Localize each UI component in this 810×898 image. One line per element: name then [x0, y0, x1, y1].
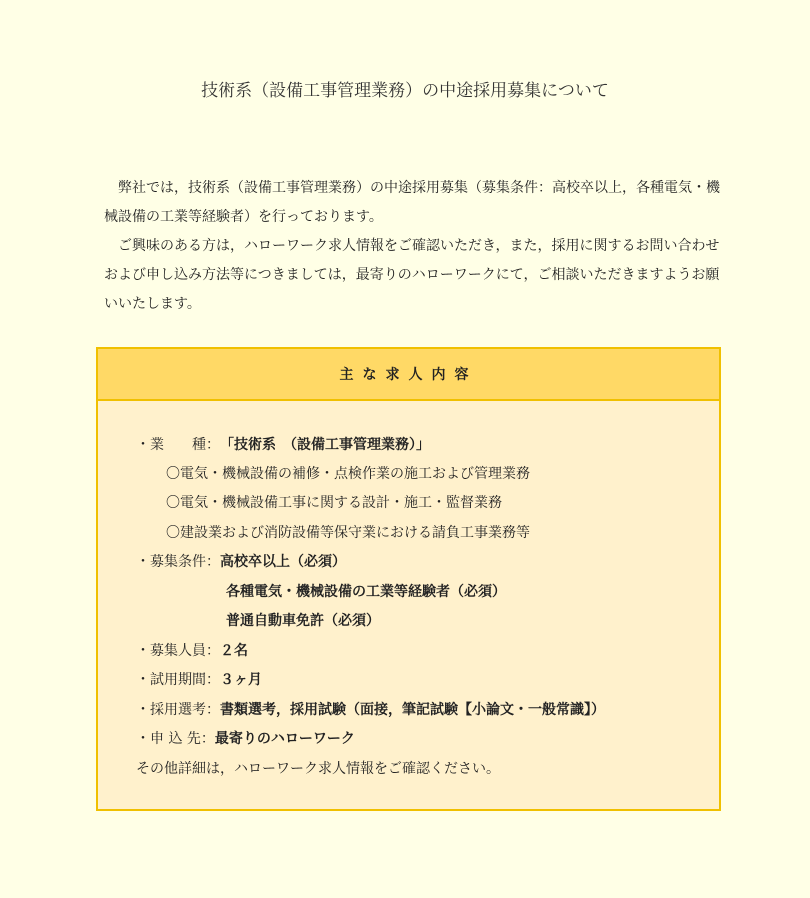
intro-paragraph-1: 弊社では，技術系（設備工事管理業務）の中途採用募集（募集条件：高校卒以上，各種電気・機械設備の工業等経験者）を行っております。: [104, 180, 720, 225]
selection-row: [136, 700, 605, 720]
selection-label: ・採用選考：: [136, 702, 220, 718]
apply-to-label: ・申 込 先：: [136, 731, 215, 747]
page-title: 技術系（設備工事管理業務）の中途採用募集について: [201, 81, 609, 101]
headcount-row: [136, 641, 248, 661]
requirements-label: ・募集条件：: [136, 554, 220, 570]
selection-value: 書類選考，採用試験（面接，筆記試験【小論文・一般常識】）: [220, 702, 605, 718]
job-type-label: ・業 種：: [136, 437, 220, 453]
requirements-row: [136, 552, 346, 572]
requirements-value: 普通自動車免許（必須）: [226, 613, 380, 629]
job-type-row: [136, 435, 430, 455]
intro-text: [104, 174, 724, 319]
job-details-body: [98, 401, 719, 777]
trial-period-row: [136, 670, 262, 690]
trial-period-label: ・試用期間：: [136, 672, 220, 688]
job-details-box: [96, 347, 721, 811]
headcount-label: ・募集人員：: [136, 643, 220, 659]
details-note: その他詳細は，ハローワーク求人情報をご確認ください。: [136, 761, 500, 777]
requirements-value: 高校卒以上（必須）: [220, 554, 346, 570]
job-type-item: 〇建設業および消防設備等保守業における請負工事業務等: [166, 525, 530, 541]
apply-to-value: 最寄りのハローワーク: [214, 731, 355, 747]
requirements-value: 各種電気・機械設備の工業等経験者（必須）: [226, 584, 506, 600]
job-type-item: 〇電気・機械設備の補修・点検作業の施工および管理業務: [166, 466, 530, 482]
apply-to-row: [136, 729, 355, 749]
trial-period-value: ３ヶ月: [220, 672, 262, 688]
job-type-value: 「技術系 （設備工事管理業務）」: [220, 437, 430, 453]
job-details-header: 主な求人内容: [98, 349, 719, 401]
headcount-value: ２名: [220, 643, 248, 659]
intro-paragraph-2: ご興味のある方は，ハローワーク求人情報をご確認いただき，また，採用に関するお問い合わせおよび申し込み方法等につきましては，最寄りのハローワークにて，ご相談いただきますようお願いいたします。: [104, 238, 720, 312]
job-type-item: 〇電気・機械設備工事に関する設計・施工・監督業務: [166, 495, 502, 511]
